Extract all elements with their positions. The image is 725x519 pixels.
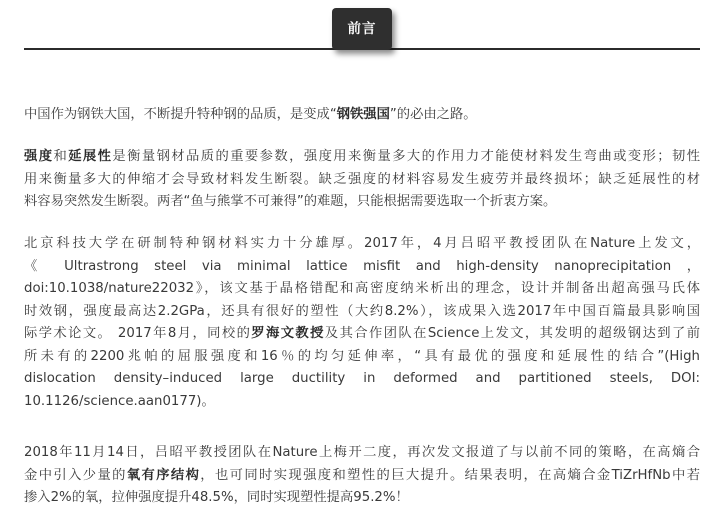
- paragraph-intro: [24, 104, 700, 127]
- bold-ductility: 延展性: [68, 149, 113, 164]
- paragraph-line: 《 Ultrastrong steel via minimal lattice misfit and high-density nanoprecipitation ，: [24, 258, 700, 274]
- text-and: 和: [53, 149, 69, 164]
- text-post: 及其合作团队在Science上发文，其发明的超级钢达到了前: [324, 326, 700, 341]
- paragraph-high-entropy-alloy: [24, 442, 700, 510]
- paragraph-line: 2018年11月14日，吕昭平教授团队在Nature上梅开二度，再次发文报道了与以前不同的策略，在高熵合: [24, 445, 700, 460]
- section-title-badge: 前言: [332, 8, 392, 50]
- paragraph-line: doi:10.1038/nature22032》，该文基于晶格错配和高密度纳米析出的理念，设计并制备出超高强马氏体: [24, 281, 700, 296]
- bold-professor-luo: 罗海文教授: [251, 326, 325, 341]
- paragraph-line: 北京科技大学在研制特种钢材料实力十分雄厚。2017年，4月吕昭平教授团队在Nature上发文，: [24, 236, 700, 251]
- text-pre: 际学术论文。 2017年8月，同校的: [24, 326, 252, 341]
- paragraph-line: 10.1126/science.aan0177)。: [24, 393, 215, 409]
- paragraph-line: 掺入2%的氧，拉伸强度提升48.5%，同时实现塑性提高95.2%！: [24, 490, 409, 505]
- intro-bold-steel-power: 钢铁强国: [336, 107, 390, 122]
- paragraph-line: [24, 465, 700, 488]
- paragraph-line: dislocation density–induced large ductility in deformed and partitioned steels, DOI:: [24, 371, 700, 386]
- intro-text-pre: 中国作为钢铁大国，不断提升特种钢的品质，是变成“: [24, 107, 337, 122]
- text-post: ，也可同时实现强度和塑性的巨大提升。结果表明，在高熵合金TiZrHfNb中若: [200, 467, 700, 483]
- bold-oxygen-ordered-structure: 氧有序结构: [126, 467, 201, 483]
- text-pre: 金中引入少量的: [24, 467, 127, 483]
- paragraph-line: 所未有的2200兆帕的屈服强度和16％的均匀延伸率，“具有最优的强度和延展性的结合”(High: [24, 348, 700, 364]
- paragraph-line: 时效钢，强度最高达2.2GPa，还具有很好的塑性（大约8.2%），该成果入选2017年中国百篇最具影响国: [24, 303, 700, 319]
- paragraph-line: 料容易突然发生断裂。两者“鱼与熊掌不可兼得”的难题，只能根据需要选取一个折衷方案。: [24, 194, 557, 209]
- bold-strength: 强度: [24, 149, 54, 164]
- paragraph-line: [24, 323, 700, 346]
- intro-text-post: ”的必由之路。: [389, 107, 477, 122]
- paragraph-strength-ductility: [24, 146, 700, 214]
- paragraph-line: [24, 146, 700, 169]
- text-definition: 是衡量钢材品质的重要参数，强度用来衡量多大的作用力才能使材料发生弯曲或变形；韧性: [112, 149, 700, 164]
- paragraph-ustb-research: [24, 233, 700, 413]
- paragraph-line: 用来衡量多大的伸缩才会导致材料发生断裂。缺乏强度的材料容易发生疲劳并最终损坏；缺乏延展性的材: [24, 171, 700, 187]
